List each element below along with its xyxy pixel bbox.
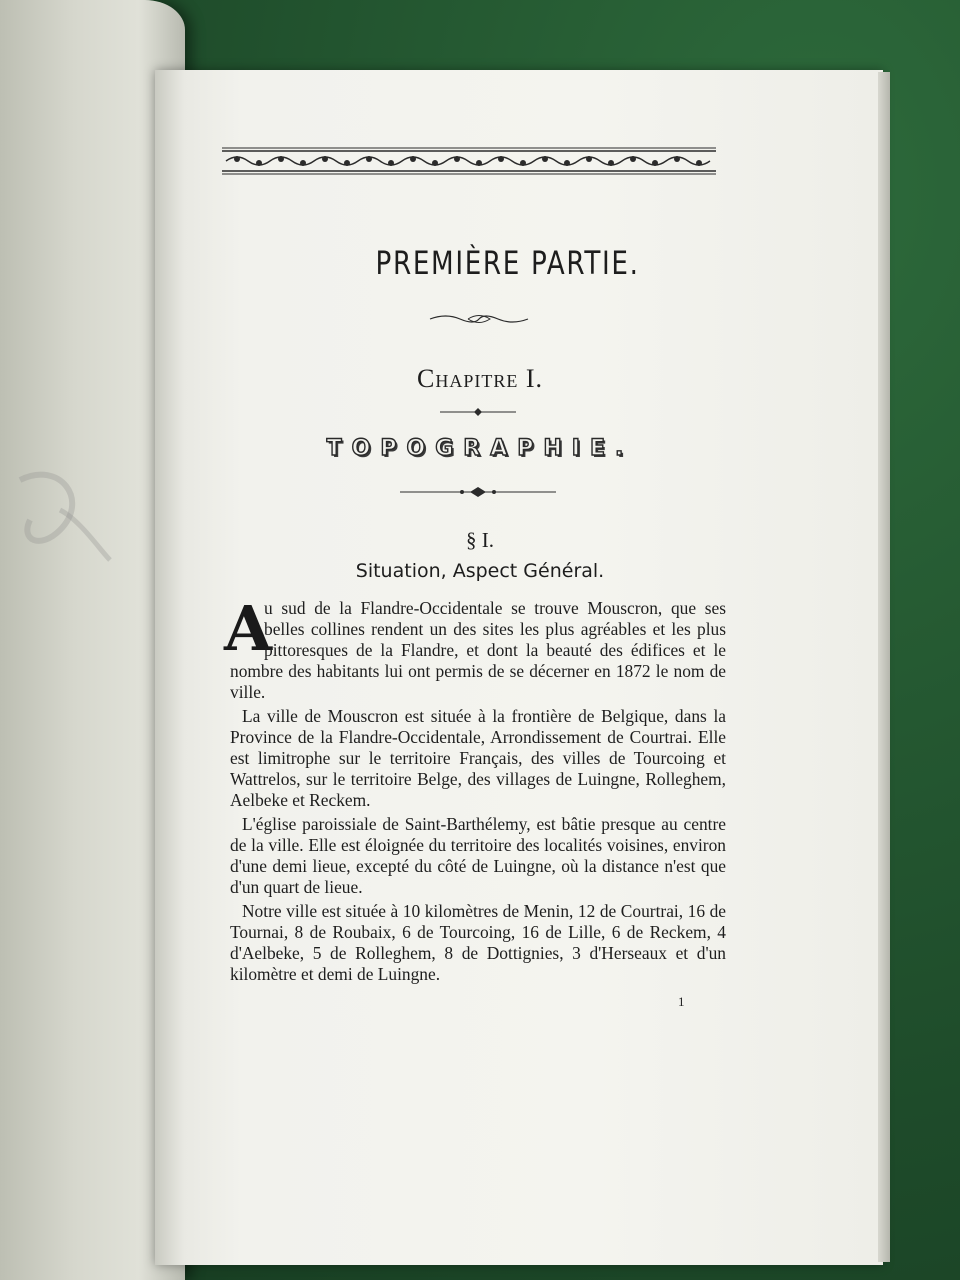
chapter-divider <box>440 406 516 418</box>
section-title: Situation, Aspect Général. <box>355 560 605 582</box>
drop-cap: A <box>224 592 273 665</box>
paragraph-1-text: u sud de la Flandre-Occidentale se trouve Mouscron, que ses belles collines rendent un des sites les plus agréables et les plus pittoresques de la Flandre, et dont la beauté des édifices et le nombre des habitants lui ont permis de se décerner en 1872 le nom de ville. <box>230 598 726 702</box>
body-text <box>224 592 726 989</box>
paragraph-1 <box>224 592 726 703</box>
title-flourish-divider <box>428 312 530 326</box>
chapter-title: Chapitre I. <box>417 364 543 393</box>
page-edge <box>878 72 890 1262</box>
ornamental-border-band <box>222 146 716 176</box>
paragraph-4: Notre ville est située à 10 kilomètres de Menin, 12 de Courtrai, 16 de Tournai, 8 de Roubaix, 6 de Tourcoing, 16 de Lille, 6 de Reckem, 4 d'Aelbeke, 5 de Rolleghem, 8 de Dottignies, 3 d'Herseaux et d'un kilomètre et demi de Luingne. <box>230 901 726 985</box>
left-page-bleed-ornament <box>0 460 120 593</box>
topic-divider <box>400 486 556 498</box>
paragraph-3: L'église paroissiale de Saint-Barthélemy, est bâtie presque au centre de la ville. Elle est éloignée du territoire des localités voisines, environ d'une demi lieue, excepté du côté de Luingne, où la distance n'est que d'un quart de lieue. <box>230 814 726 897</box>
paragraph-2: La ville de Mouscron est située à la frontière de Belgique, dans la Province de la Flandre-Occidentale, Arrondissement de Courtrai. Elle est limitrophe sur le territoire Français, des villes de Tourcoing et Wattrelos, sur le territoire Belge, des villages de Luingne, Rolleghem, Aelbeke et Reckem. <box>230 706 726 810</box>
topic-title: TOPOGRAPHIE. <box>326 436 634 461</box>
page-number: 1 <box>678 994 685 1009</box>
part-title: PREMIÈRE PARTIE. <box>375 244 640 282</box>
section-number: § I. <box>466 528 494 552</box>
